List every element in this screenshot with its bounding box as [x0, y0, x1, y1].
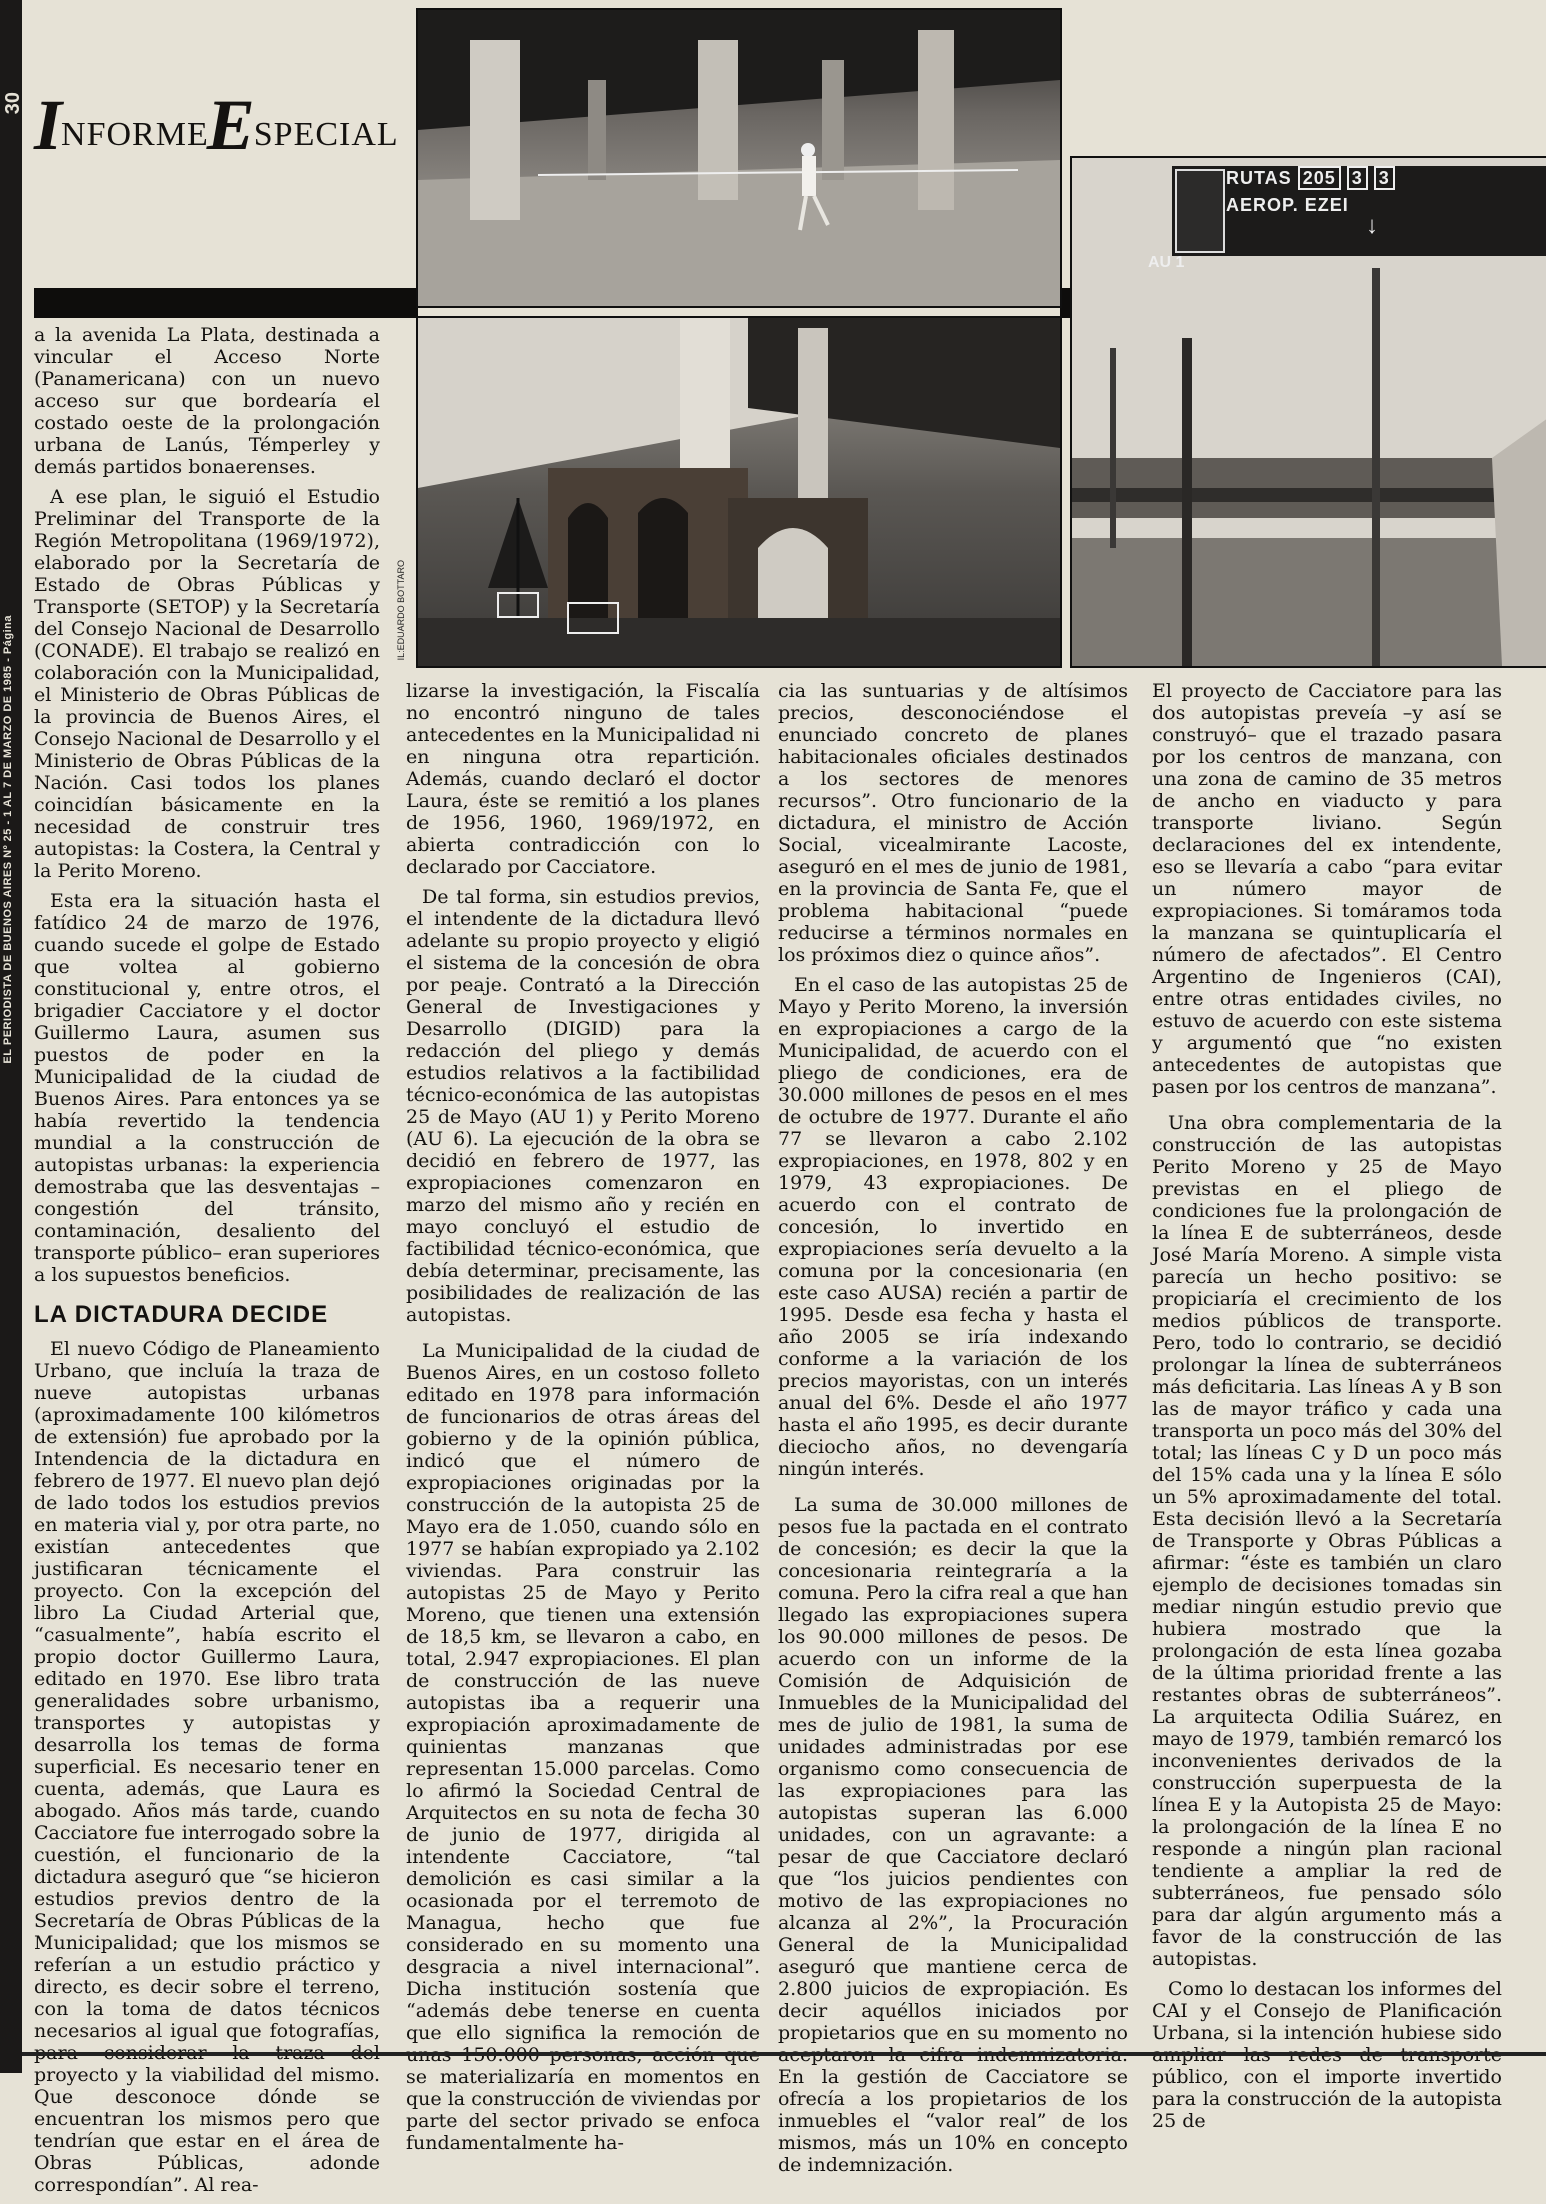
page-number: 30 — [2, 92, 24, 115]
sign-route-3b: 3 — [1374, 166, 1395, 190]
header-band-left — [34, 288, 418, 318]
col4-paragraph-2: Una obra complementaria de la construcción de las autopistas Perito Moreno y 25 de Mayo previstas en el pliego de condiciones fue la prolongación de la línea E de subterráneos, desde José María Moreno. A simple vista parecía un hecho positivo: se propiciaría el crecimiento de los medios públicos de transporte. Pero, todo lo contrario, se decidió prolongar la línea de subterráneos más deficitaria. Las líneas A y B son las de mayor tráfico y cada una transporta un poco más del 30% del total; las líneas C y D un poco más del 15% cada una y la línea E sólo un 5% aproximadamente del total. Esta decisión llevó a la Secretaría de Transporte y Obras Públicas a afirmar: “éste es también un claro ejemplo de decisiones tomadas sin mediar ningún estudio previo que hubiera mostrado que la prolongación de esta línea gozaba de la última prioridad frente a las restantes obras de subterráneos”. La arquitecta Odilia Suárez, en mayo de 1979, también remarcó los inconvenientes derivados de la construcción superpuesta de la línea E y la Autopista 25 de Mayo: la prolongación de la línea E no responde a ningún plan racional tendiente a ampliar la red de subterráneos, fue pensado sólo para dar algún argumento más a favor de la construcción de las autopistas. — [1152, 1112, 1502, 1970]
col2-paragraph-3: La Municipalidad de la ciudad de Buenos Aires, en un costoso folleto editado en 1978 para información de funcionarios de otras áreas del gobierno y de la opinión pública, indicó que el número de expropiaciones originadas por la construcción de la autopista 25 de Mayo era de 1.050, cuando sólo en 1977 se habían expropiado ya 2.102 viviendas. Para construir las autopistas 25 de Mayo y Perito Moreno, que tienen una extensión de 18,5 km, se llevaron a cabo, en total, 2.947 expropiaciones. El plan de construcción de las nueve autopistas iba a requerir una expropiación aproximadamente de quinientas manzanas que representan 15.000 parcelas. Como lo afirmó la Sociedad Central de Arquitectos en su nota de fecha 30 de junio de 1977, dirigida al intendente Cacciatore, “tal demolición es casi similar a la ocasionada por el terremoto de Managua, hecho que fue considerado en su momento una desgracia a nivel internacional”. Dicha institución sostenía que “además debe tenerse en cuenta que ello significa la remoción de se materializaría en momentos en que la construcción de viviendas por parte del sector privado se enfoca fundamentalmente ha- — [406, 1340, 760, 2154]
sign-route-205: 205 — [1298, 166, 1341, 190]
col1-paragraph-2: A ese plan, le siguió el Estudio Preliminar del Transporte de la Región Metropolitana (1969/1972), elaborado por la Secretaría de Estado de Obras Públicas y Transporte (SETOP) y la Secretaría del Consejo Nacional de Desarrollo (CONADE). El trabajo se realizó en colaboración con la Municipalidad, el Ministerio de Obras Públicas de la provincia de Buenos Aires, el Consejo Nacional de Desarrollo y el Ministerio de Obras Públicas de la Nación. Casi todos los planes coincidían básicamente en la necesidad de construir tres autopistas: la Costera, la Central y la Perito Moreno. — [34, 486, 380, 882]
col3-paragraph-3: La suma de 30.000 millones de pesos fue la pactada en el contrato de concesión; es decir la que la concesionaria reintegraría a la comuna. Pero la cifra real a que han llegado las expropiaciones supera los 90.000 millones de pesos. De acuerdo con un informe de la Comisión de Adquisición de Inmuebles de la Municipalidad del mes de julio de 1981, la suma de unidades administradas por ese organismo como consecuencia de las expropiaciones para las autopistas superan las 6.000 unidades, con un agravante: a pesar de que Cacciatore declaró que “los juicios pendientes con motivo de las expropiaciones no alcanza al 2%”, la Procuración General de la Municipalidad aseguró que mantiene cerca de 2.800 juicios de expropiación. Es decir aquéllos iniciados por propietarios que en su momento no En la gestión de Cacciatore se ofrecía a los propietarios de los inmuebles el “valor real” de los mismos, más un 10% en concepto de indemnización. — [778, 1494, 1128, 2176]
issue-line: EL PERIODISTA DE BUENOS AIRES Nº 25 - 1 AL 7 DE MARZO DE 1985 - Página — [2, 615, 14, 1064]
sign-rutas: RUTAS — [1226, 168, 1292, 188]
article-column-2 — [406, 680, 760, 2162]
subheading-la-dictadura-decide: LA DICTADURA DECIDE — [34, 1301, 329, 1328]
section-word-left: NFORME — [61, 116, 209, 153]
col1-paragraph-1: a la avenida La Plata, destinada a vincular el Acceso Norte (Panamericana) con un nuevo acceso sur que bordearía el costado oeste de la prolongación urbana de Lanús, Témperley y demás partidos bonaerenses. — [34, 324, 380, 478]
photo-cafe-under-highway — [416, 316, 1062, 668]
section-header — [34, 85, 399, 165]
col1-paragraph-4: El nuevo Código de Planeamiento Urbano, que incluía la traza de nueve autopistas urbanas (aproximadamente 100 kilómetros de extensión) fue aprobado por la Intendencia de la dictadura en febrero de 1977. El nuevo plan dejó de lado todos los estudios previos en materia vial y, por otra parte, no existían antecedentes que justificaran técnicamente el proyecto. Con la excepción del libro La Ciudad Arterial que, “casualmente”, había escrito el propio doctor Guillermo Laura, editado en 1970. Ese libro trata generalidades sobre urbanismo, transportes y autopistas y desarrolla los temas de forma superficial. Es necesario tener en cuenta, además, que Laura es abogado. Años más tarde, cuando Cacciatore fue interrogado sobre la cuestión, el funcionario de la dictadura aseguró que “se hicieron estudios previos dentro de la Secretaría de Obras Públicas de la Municipalidad; que los mismos se referían a un estudio práctico y directo, es decir sobre el terreno, con la toma de datos técnicos necesarios al igual que fotografías, proyecto y la viabilidad del mismo. Que desconoce dónde se encuentran los mismos pero que tendrían que estar en el área de Obras Públicas, adonde correspondían”. Al rea- — [34, 1338, 380, 2196]
photo-court-under-highway — [416, 8, 1062, 308]
section-initial-e: E — [206, 85, 256, 165]
photo-credit: IL:EDUARDO BOTTARO — [396, 560, 406, 661]
col3-paragraph-1: cia las suntuarias y de altísimos precios, desconociéndose el enunciado concreto de planes habitacionales oficiales destinados a los sectores de menores recursos”. Otro funcionario de la dictadura, el ministro de Acción Social, vicealmirante Lacoste, aseguró en el mes de junio de 1981, en la provincia de Santa Fe, que el problema habitacional “puede reducirse a términos normales en los próximos diez o quince años”. — [778, 680, 1128, 966]
sign-route-3a: 3 — [1347, 166, 1368, 190]
article-column-3 — [778, 680, 1128, 2184]
col4-paragraph-3: Como lo destacan los informes del CAI y el Consejo de Planificación Urbana, si la intención hubiese sido público, con el importe invertido para la construcción de la autopista 25 de — [1152, 1978, 1502, 2132]
article-column-4 — [1152, 680, 1502, 2140]
sign-arrow-icon: ↓ — [1366, 212, 1378, 239]
bottom-rule — [22, 2052, 1546, 2056]
section-word-right: SPECIAL — [253, 116, 399, 153]
sign-aeropuerto: AEROP. EZEI — [1226, 195, 1349, 215]
sign-au1-badge: AU 1 — [1148, 254, 1185, 271]
col2-paragraph-2: De tal forma, sin estudios previos, el intendente de la dictadura llevó adelante su propio proyecto y eligió el sistema de la concesión de obra por peaje. Contrató a la Dirección General de Investigaciones y Desarrollo (DIGID) para la redacción del pliego y demás estudios relativos a la factibilidad técnico-económica de las autopistas 25 de Mayo (AU 1) y Perito Moreno (AU 6). La ejecución de la obra se decidió en febrero de 1977, las expropiaciones comenzaron en marzo del mismo año y recién en mayo concluyó el estudio de factibilidad técnico-económica, que debía determinar, precisamente, las posibilidades de realización de las autopistas. — [406, 886, 760, 1326]
road-sign — [1226, 168, 1546, 242]
col3-paragraph-2: En el caso de las autopistas 25 de Mayo y Perito Moreno, la inversión en expropiaciones a cargo de la Municipalidad, de acuerdo con el pliego de condiciones, era de 30.000 millones de pesos en el mes de octubre de 1977. Durante el año 77 se llevaron a cabo 2.102 expropiaciones, en 1978, 802 y en 1979, 43 expropiaciones. De acuerdo con el contrato de concesión, lo invertido en expropiaciones sería devuelto a la comuna por la concesionaria (en este caso AUSA) recién a partir de 1995. Desde esa fecha y hasta el año 2005 se iría indexando conforme a la variación de los precios mayoristas, con un interés anual del 6%. Desde el año 1977 hasta el año 1995, es decir durante dieciocho años, no devengaría ningún interés. — [778, 974, 1128, 1480]
col1-paragraph-3: Esta era la situación hasta el fatídico 24 de marzo de 1976, cuando sucede el golpe de Estado que voltea al gobierno constitucional y, entre otros, el brigadier Cacciatore y el doctor Guillermo Laura, asumen sus puestos de poder en la Municipalidad de la ciudad de Buenos Aires. Para entonces ya se había revertido la tendencia mundial a la construcción de autopistas urbanas: la experiencia demostraba que las desventajas –congestión del tránsito, contaminación, desaliento del transporte público– eran superiores a los supuestos beneficios. — [34, 890, 380, 1286]
section-initial-i: I — [34, 85, 64, 165]
col2-paragraph-1: lizarse la investigación, la Fiscalía no encontró ninguno de tales antecedentes en la Municipalidad ni en ninguna otra repartición. Además, cuando declaró el doctor Laura, éste se remitió a los planes de 1956, 1960, 1969/1972, en abierta contradicción con lo declarado por Cacciatore. — [406, 680, 760, 878]
article-column-1 — [34, 324, 380, 2204]
col4-paragraph-1: El proyecto de Cacciatore para las dos autopistas preveía –y así se construyó– que el trazado pasara por los centros de manzana, con una zona de camino de 35 metros de ancho en viaducto y para transporte liviano. Según declaraciones del ex intendente, eso se llevaría a cabo “para evitar un número mayor de expropiaciones. Si tomáramos toda la manzana se quintuplicaría el número de afectados”. El Centro Argentino de Ingenieros (CAI), entre otras entidades civiles, no estuvo de acuerdo con este sistema y argumentó que “no existen antecedentes de autopistas que pasen por los centros de manzana”. — [1152, 680, 1502, 1098]
